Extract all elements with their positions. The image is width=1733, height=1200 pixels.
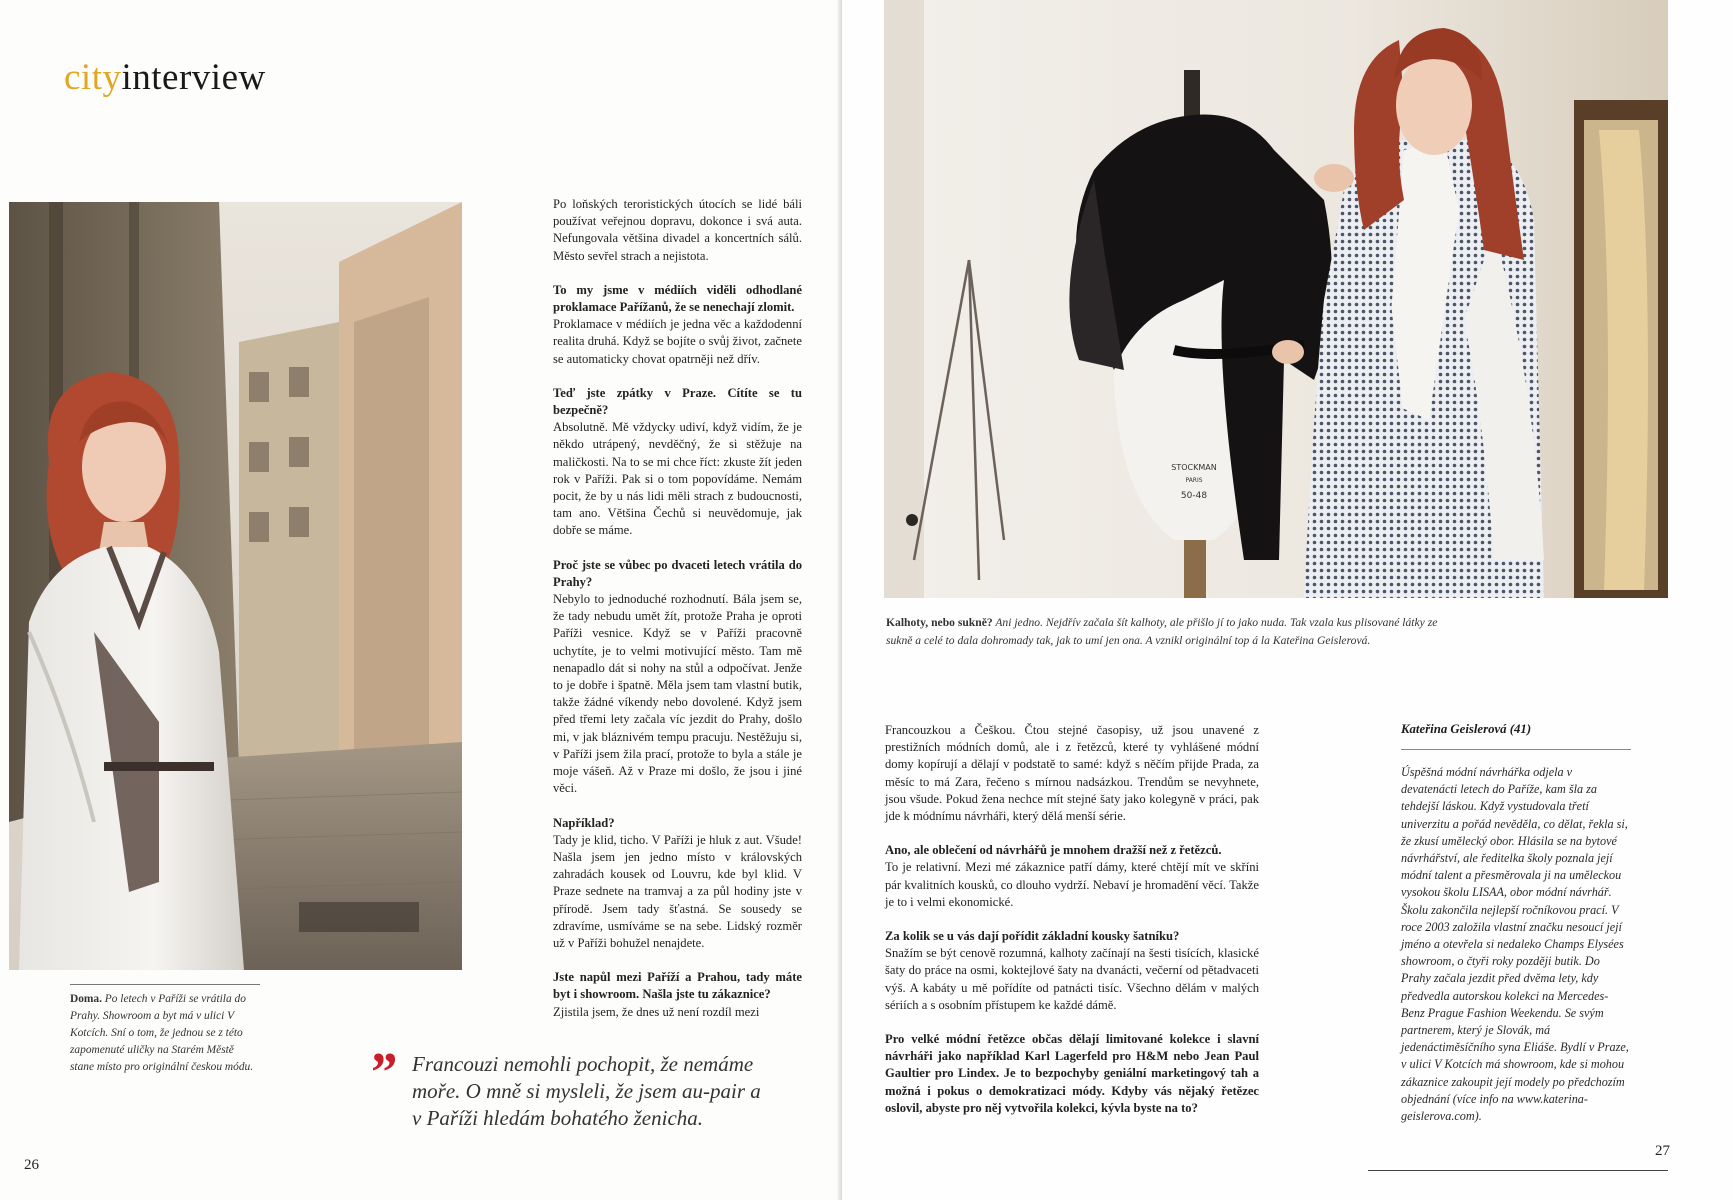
paragraph [885,722,1259,825]
right-photo-caption [886,614,1446,650]
qa-block [553,969,802,1021]
left-photo-caption [70,984,260,1076]
question: Teď jste zpátky v Praze. Cítíte se tu bezpečně? [553,385,802,418]
qa-block [553,557,802,798]
magazine-section-logo [64,56,266,99]
question: Jste napůl mezi Paříží a Prahou, tady máte byt i showroom. Našla jste tu zákaznice? [553,970,802,1002]
caption-lead: Kalhoty, nebo sukně? [886,616,993,629]
left-page [0,0,842,1200]
answer: To je relativní. Mezi mé zákaznice patří dámy, které chtějí mít ve skříni pár kvalitních kousků, co dlouho vydrží. Nebaví je hromadění věcí. Takže je to i velmi ekonomické. [885,860,1259,909]
right-page [842,0,1733,1200]
portrait-photo [9,202,462,970]
qa-block [885,842,1259,911]
question: Například? [553,815,615,830]
profile-bio: Úspěšná módní návrhářka odjela v devatenácti letech do Paříže, kam šla za tehdejší láskou. Když vystudovala třetí univerzitu a pořád nevěděla, co dělat, řekla si, že zkusí umělecký obor. Hlásila se na bytové návrhářství, ale ředitelka školy poznala její módní talent a přesměrovala ji na uměleckou vysokou školu LISAA, obor módní návrhář. Školu zakončila nejlepší ročníkovou prací. V roce 2003 založila vlastní značku nesoucí její jméno a otevřela si nedaleko Champs Elysées showroom, o čtyři roky později butik. Do Prahy začala jezdit před dvěma lety, kdy předvedla autorskou kolekci na Mercedes-Benz Prague Fashion Weekendu. Se svým partnerem, který je Slovák, má jedenáctiměsíčního syna Eliáše. Bydlí v Praze, v ulici V Kotcích má showroom, kde si mohou zákaznice zakoupit její modely po předchozím objednání (více info na www.katerina-geislerova.com). [1401,765,1629,1124]
question: Proč jste se vůbec po dvaceti letech vrátila do Prahy? [553,557,802,589]
logo-interview: interview [121,57,266,98]
answer: Proklamace v médiích je jedna věc a každodenní realita druhá. Když se bojíte o svůj život, začnete se automaticky chovat opatrněji než dřív. [553,317,802,366]
page-number-left: 26 [24,1157,39,1173]
portrait-photo-icon [9,202,462,970]
qa-block [553,282,802,368]
paragraph-text: Francouzkou a Češkou. Čtou stejné časopisy, už jsou unavené z prestižních módních domů, ale i z řetězců, které ty vyhlášené módní domy kopírují a dělají v podstatě to samé: když s něčím přijde Prada, za měsíc to má Zara, řečeno s mírnou nadsázkou. Trendům se nevyhnete, jsou všude. Pokud žena nechce mít stejné šaty jako kolegyně v práci, pak jde k módnímu návrháři, který dělá menší série. [885,723,1259,824]
profile-sidebar [1401,722,1631,1125]
question: Ano, ale oblečení od návrhářů je mnohem dražší než z řetězců. [885,843,1222,858]
quote-mark-icon: ” [368,1042,396,1104]
svg-text:STOCKMAN: STOCKMAN [1171,463,1217,472]
answer: Snažím se být cenově rozumná, kalhoty začínají na šesti tisících, klasické šaty do práce na osmi, koktejlové šaty na dvanácti, večerní od pětadvaceti výš. A kabáty u mě pořídíte od patnácti tisíc. Všechno dělám v malých sériích a s osobním přístupem ke každé dámě. [885,946,1259,1012]
paragraph-text: Po loňských teroristických útocích se lidé báli používat veřejnou dopravu, dokonce i svá auta. Nefungovala většina divadel a koncertních sálů. Město sevřel strach a nejistota. [553,197,802,263]
dress-form-photo-icon [884,0,1668,598]
answer: Tady je klid, ticho. V Paříži je hluk z aut. Všude! Našla jsem jen jedno místo v královských zahradách kousek od Louvru, kde byl klid. V Praze sednete na tramvaj a za půl hodiny jste v přírodě. Jsem tady šťastná. Se sousedy se zdravíme, usmíváme se na sebe. Lidský rozměr už v Paříži bohužel nenajdete. [553,832,802,950]
logo-city: city [64,57,122,98]
pull-quote-text: Francouzi nemohli pochopit, že nemáme moře. O mně si mysleli, že jsem au-pair a v Paříži hledám bohatého ženicha. [412,1052,761,1130]
footer-rule [1368,1170,1668,1171]
svg-text:50-48: 50-48 [1180,491,1208,501]
article-column-2 [885,722,1259,1134]
question: Pro velké módní řetězce občas dělají limitované kolekce i slavní návrháři jako například Karl Lagerfeld pro H&M nebo Jean Paul Gaultier pro Lindex. Je to bezpochyby geniální marketingový tah a možná i pokus o demokratizaci módy. Kdyby vás nějaký řetězec oslovil, abyste pro něj vytvořila kolekci, kývla byste na to? [885,1032,1259,1115]
qa-block [553,385,802,540]
dress-form-photo [884,0,1668,598]
caption-text: Ani jedno. Nejdřív začala šít kalhoty, ale přišlo jí to jako nuda. Tak vzala kus plisované látky ze sukně a celé to dala dohromady tak, jak to umí jen ona. A vznikl originální top á la Kateřina Geislerová. [886,616,1438,647]
svg-text:PARIS: PARIS [1185,477,1203,484]
qa-block [885,928,1259,1014]
question: Za kolik se u vás dají pořídit základní kousky šatníku? [885,929,1180,944]
caption-lead: Doma. [70,993,102,1005]
answer: Absolutně. Mě vždycky udiví, když vidím, že je někdo utrápený, nevděčný, že si stěžuje na maličkosti. Na to se mi chce říct: zkuste žít jeden rok v Paříži. Pak si o tom popovídáme. Nemám pocit, že by u nás lidi měli strach z budoucnosti, tam ano. Většina Čechů si neuvědomuje, jak dobře se máme. [553,420,802,538]
page-number-right: 27 [1655,1143,1670,1159]
profile-name: Kateřina Geislerová (41) [1401,722,1631,750]
paragraph [553,196,802,265]
question: To my jsme v médiích viděli odhodlané proklamace Pařížanů, že se nenechají zlomit. [553,282,802,315]
article-column-1 [553,196,802,1038]
answer: Nebylo to jednoduché rozhodnutí. Bála jsem se, že tady nebudu umět žít, protože Praha je oproti Paříži vesnice. Když se v Paříži pracovně uchytíte, je to velmi motivující město. Tam mě nenapadlo dát si nohy na stůl a odpočívat. Jenže to je dobře i špatně. Měla jsem tam vlastní butik, takže žádné víkendy nebo dovolené. Když jsem před třemi lety začala víc jezdit do Prahy, došlo mi, v jak bláznivém tempu pracuju. Nestěžuju si, v Paříži jsem žila prací, protože to byla a stále je moje vášeň. Až v Praze mi došlo, že jsou i jiné věci. [553,592,802,796]
qa-block [553,815,802,953]
qa-block [885,1031,1259,1117]
caption-text: Po letech v Paříži se vrátila do Prahy. Showroom a byt má v ulici V Kotcích. Sní o tom, že jednou se z této zapomenuté uličky na Starém Městě stane místo pro originální českou módu. [70,993,254,1073]
answer: Zjistila jsem, že dnes už není rozdíl mezi [553,1004,760,1019]
